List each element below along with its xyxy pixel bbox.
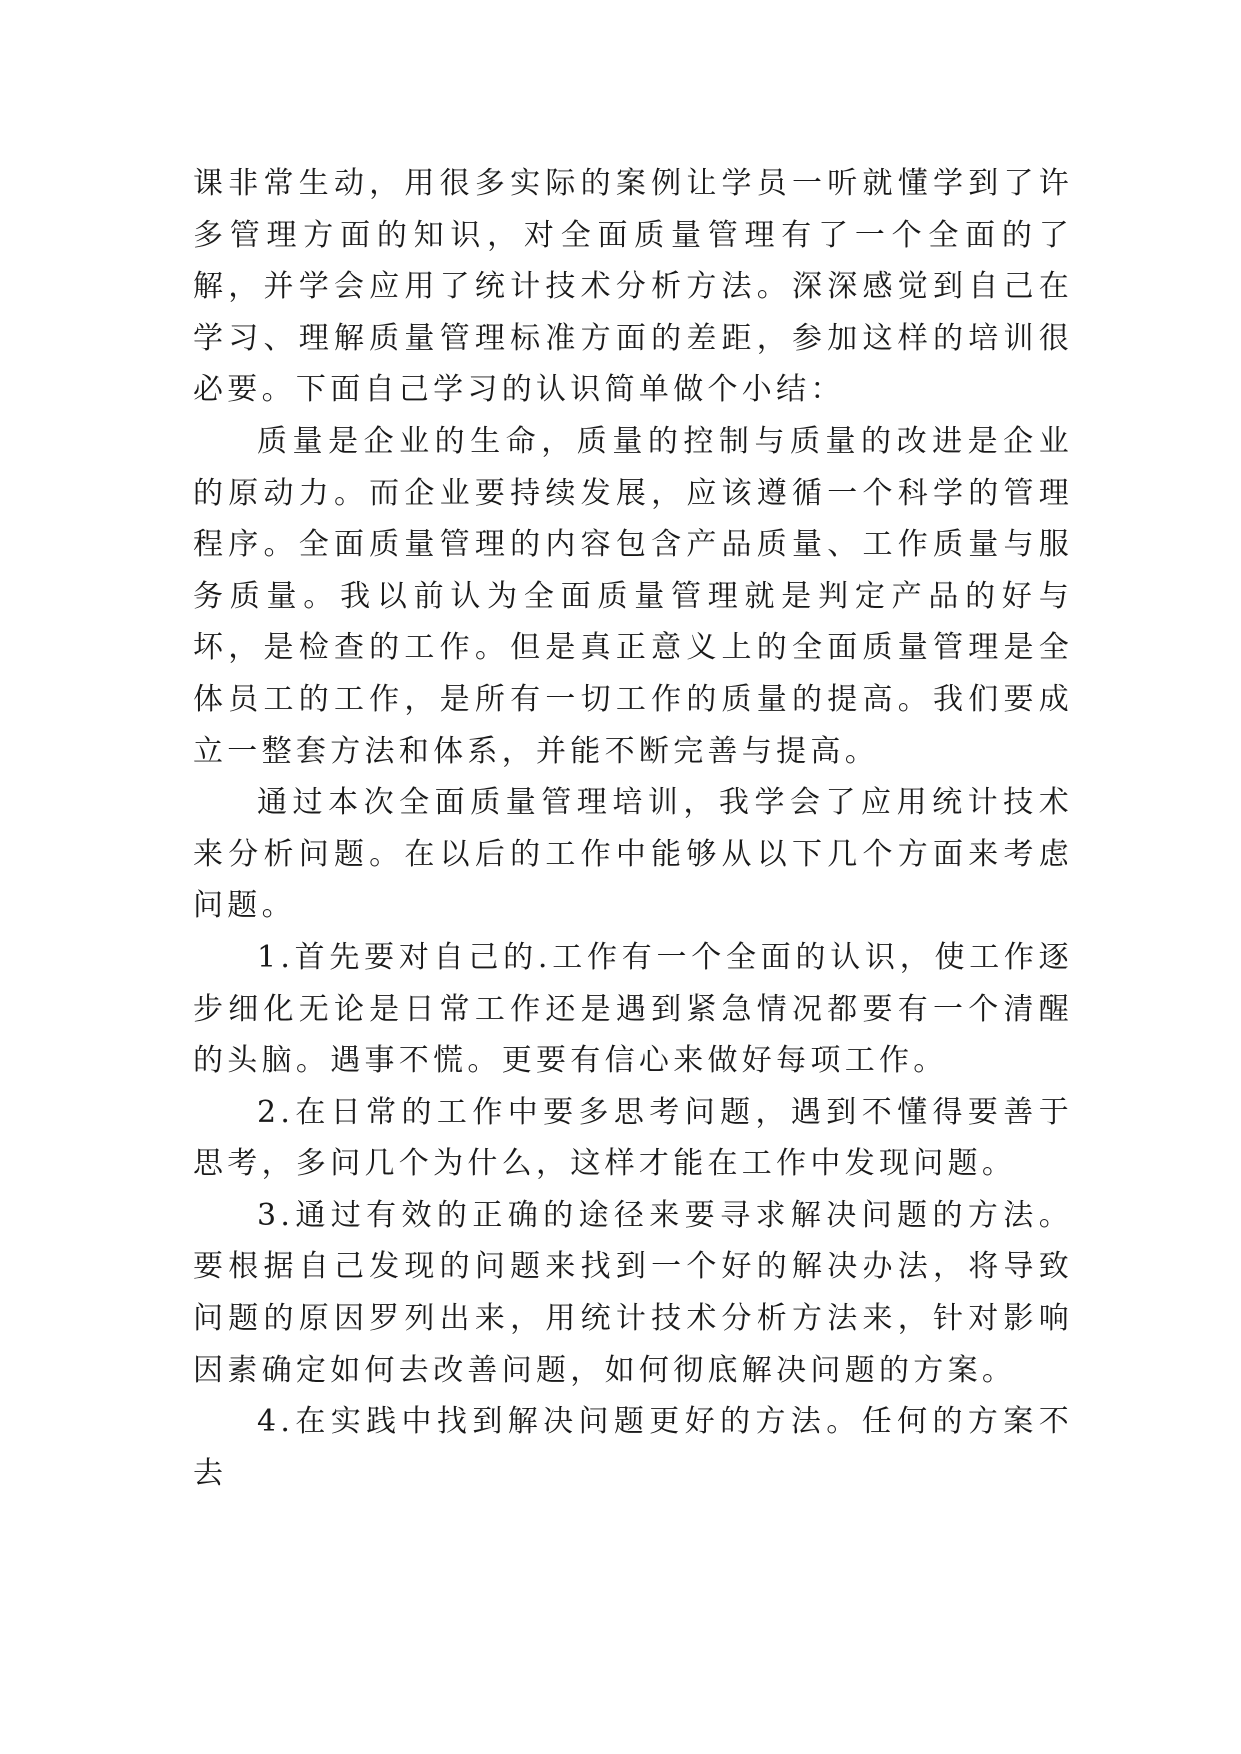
paragraph-point-3: 3.通过有效的正确的途径来要寻求解决问题的方法。要根据自己发现的问题来找到一个好的解决办法，将导致问题的原因罗列出来，用统计技术分析方法来，针对影响因素确定如何去改善问题，如何彻底解决问题的方案。 bbox=[193, 1197, 1073, 1388]
document-body bbox=[193, 158, 1073, 1499]
paragraph-intro: 课非常生动，用很多实际的案例让学员一听就懂学到了许多管理方面的知识，对全面质量管理有了一个全面的了解，并学会应用了统计技术分析方法。深深感觉到自己在学习、理解质量管理标准方面的差距，参加这样的培训很必要。下面自己学习的认识简单做个小结： bbox=[193, 166, 1073, 408]
paragraph-point-2: 2.在日常的工作中要多思考问题，遇到不懂得要善于思考，多问几个为什么，这样才能在工作中发现问题。 bbox=[193, 1094, 1073, 1182]
paragraph-point-1: 1.首先要对自己的.工作有一个全面的认识，使工作逐步细化无论是日常工作还是遇到紧急情况都要有一个清醒的头脑。遇事不慌。更要有信心来做好每项工作。 bbox=[193, 939, 1073, 1079]
paragraph-quality-life: 质量是企业的生命，质量的控制与质量的改进是企业的原动力。而企业要持续发展，应该遵循一个科学的管理程序。全面质量管理的内容包含产品质量、工作质量与服务质量。我以前认为全面质量管理就是判定产品的好与坏，是检查的工作。但是真正意义上的全面质量管理是全体员工的工作，是所有一切工作的质量的提高。我们要成立一整套方法和体系，并能不断完善与提高。 bbox=[193, 423, 1073, 769]
paragraph-training-summary: 通过本次全面质量管理培训，我学会了应用统计技术来分析问题。在以后的工作中能够从以下几个方面来考虑问题。 bbox=[193, 785, 1073, 924]
paragraph-point-4: 4.在实践中找到解决问题更好的方法。任何的方案不去 bbox=[193, 1404, 1073, 1491]
